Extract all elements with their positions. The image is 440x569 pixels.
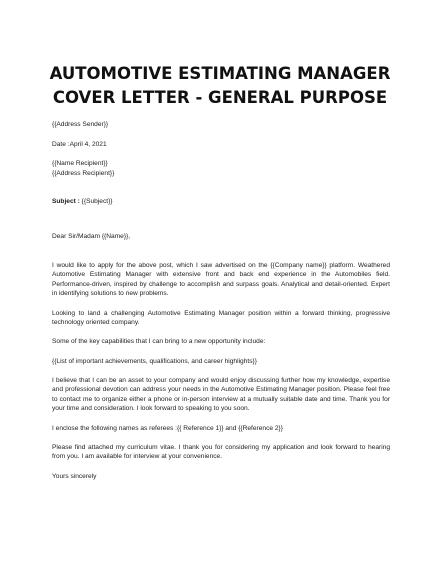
subject-value: {{Subject}} [79, 198, 113, 206]
paragraph-goal: Looking to land a challenging Automotive Estimating Manager position within a forward thinking, progressive technology oriented company. [52, 309, 390, 327]
sender-address: {{Address Sender}} [52, 121, 109, 128]
subject-label: Subject : [52, 198, 80, 206]
paragraph-intro: I would like to apply for the above post, which I saw advertised on the {{Company name}} platform. Weathered Automotive Estimating Manager with extensive front and back end experience in the Automobiles field. Performance-driven, inspired by challenge to accomplish and surpass goals. Analytical and detail-oriented. Expert in identifying solutions to new problems. [52, 261, 390, 298]
title-line-1: AUTOMOTIVE ESTIMATING MANAGER [49, 64, 391, 83]
paragraph-referees: I enclose the following names as referees :{{ Reference 1}} and {{Reference 2}} [52, 424, 283, 432]
salutation: Dear Sir/Madam {{Name}}, [52, 232, 131, 240]
paragraph-capabilities: Some of the key capabilities that I can bring to a new opportunity include: [52, 338, 266, 346]
paragraph-attachment: Please find attached my curriculum vitae. I thank you for considering my application and look forward to hearing from you. I am available for interview at your convenience. [52, 443, 390, 461]
closing: Yours sincerely [52, 472, 97, 480]
paragraph-achievements: {{List of important achievements, qualifications, and career highlights}} [52, 357, 257, 365]
letter-body [52, 120, 390, 481]
recipient-address: {{Address Recipient}} [52, 169, 115, 177]
paragraph-asset: I believe that I can be an asset to your company and would enjoy discussing further how my knowledge, expertise and professional devotion can address your needs in the Automotive Estimating Manager position. Please feel free to contact me to organize either a phone or in-person interview at a mutually suitable date and time. Thank you for your time and consideration. I look forward to speaking to you soon. [52, 376, 390, 413]
letter-date: Date :April 4, 2021 [52, 140, 107, 148]
subject-line [52, 197, 390, 207]
recipient-name: {{Name Recipient}} [52, 160, 108, 168]
document-title [0, 62, 440, 110]
title-line-2: COVER LETTER - GENERAL PURPOSE [52, 88, 388, 107]
